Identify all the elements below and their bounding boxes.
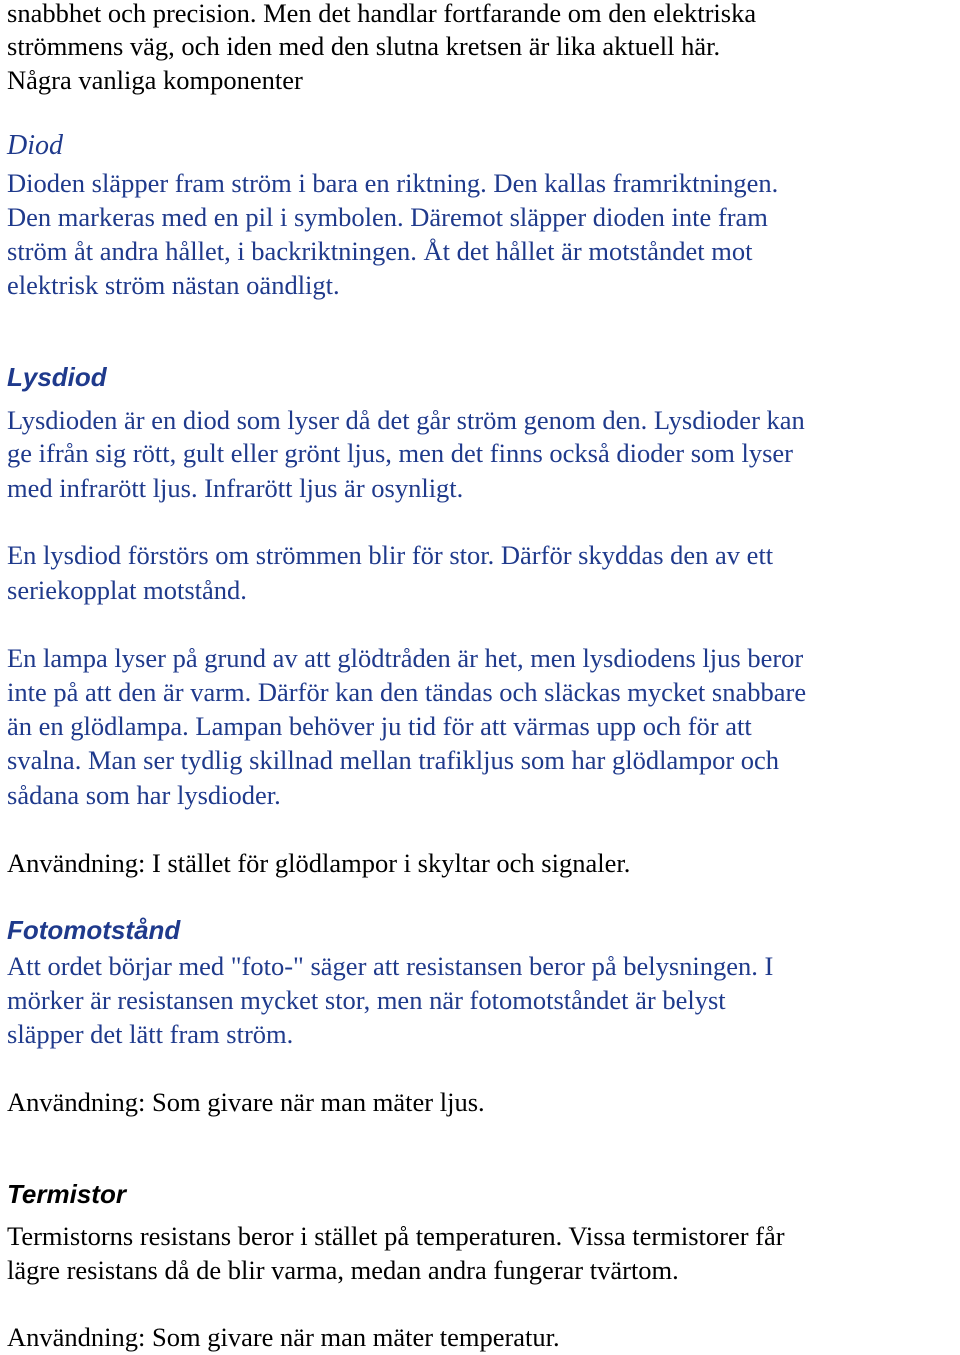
heading-diod: Diod <box>7 130 63 161</box>
heading-fotomotstand: Fotomotstånd <box>7 915 181 945</box>
fotomotstand-line: släpper det lätt fram ström. <box>7 1019 294 1049</box>
lysdiod-p1-line: Lysdioden är en diod som lyser då det går ström genom den. Lysdioder kan <box>7 405 805 435</box>
lysdiod-p3-line: inte på att den är varm. Därför kan den tändas och släckas mycket snabbare <box>7 677 807 707</box>
lysdiod-p3-line: sådana som har lysdioder. <box>7 780 281 810</box>
diod-line: elektrisk ström nästan oändligt. <box>7 270 340 300</box>
diod-line: ström åt andra hållet, i backriktningen. Åt det hållet är motståndet mot <box>7 236 753 266</box>
heading-lysdiod: Lysdiod <box>7 362 107 392</box>
fotomotstand-usage: Användning: Som givare när man mäter ljus. <box>7 1087 485 1117</box>
diod-line: Den markeras med en pil i symbolen. Däremot släpper dioden inte fram <box>7 202 768 232</box>
intro-line: Några vanliga komponenter <box>7 65 303 95</box>
lysdiod-usage: Användning: I stället för glödlampor i skyltar och signaler. <box>7 848 631 878</box>
diod-line: Dioden släpper fram ström i bara en riktning. Den kallas framriktningen. <box>7 168 779 198</box>
termistor-line: lägre resistans då de blir varma, medan andra fungerar tvärtom. <box>7 1255 679 1285</box>
fotomotstand-line: mörker är resistansen mycket stor, men när fotomotståndet är belyst <box>7 985 726 1015</box>
intro-line: snabbhet och precision. Men det handlar fortfarande om den elektriska <box>7 0 757 28</box>
intro-line: strömmens väg, och iden med den slutna kretsen är lika aktuell här. <box>7 31 721 61</box>
lysdiod-p1-line: med infrarött ljus. Infrarött ljus är osynligt. <box>7 473 464 503</box>
lysdiod-p3-line: En lampa lyser på grund av att glödtråden är het, men lysdiodens ljus beror <box>7 643 804 673</box>
heading-termistor: Termistor <box>7 1179 126 1209</box>
lysdiod-p1-line: ge ifrån sig rött, gult eller grönt ljus, men det finns också dioder som lyser <box>7 438 794 468</box>
lysdiod-p2-line: seriekopplat motstånd. <box>7 575 247 605</box>
lysdiod-p2-line: En lysdiod förstörs om strömmen blir för stor. Därför skyddas den av ett <box>7 540 774 570</box>
lysdiod-p3-line: svalna. Man ser tydlig skillnad mellan trafikljus som har glödlampor och <box>7 745 780 775</box>
termistor-usage: Användning: Som givare när man mäter temperatur. <box>7 1322 560 1352</box>
lysdiod-p3-line: än en glödlampa. Lampan behöver ju tid för att värmas upp och för att <box>7 711 752 741</box>
termistor-line: Termistorns resistans beror i stället på temperaturen. Vissa termistorer får <box>7 1221 785 1251</box>
fotomotstand-line: Att ordet börjar med "foto-" säger att resistansen beror på belysningen. I <box>7 951 774 981</box>
